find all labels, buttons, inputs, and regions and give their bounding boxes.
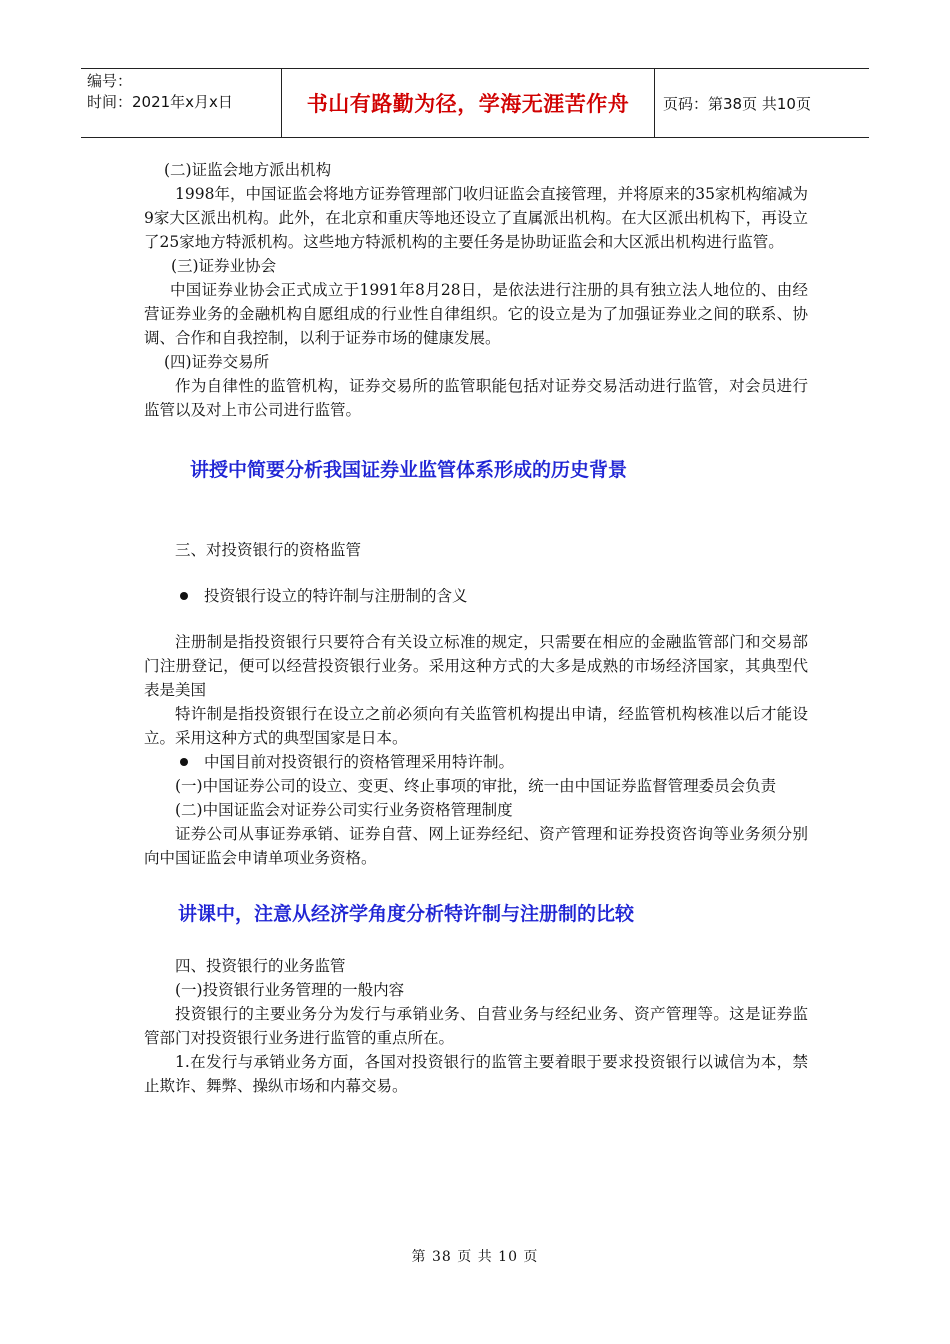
teaching-note: 讲授中简要分析我国证券业监管体系形成的历史背景 — [190, 459, 628, 481]
paragraph: 证券公司从事证券承销、证券自营、网上证券经纪、资产管理和证券投资咨询等业务须分别向中国证监会申请单项业务资格。 — [144, 825, 808, 867]
number-label: 编号： — [87, 72, 133, 90]
bullet-icon — [180, 592, 188, 600]
paragraph: 作为自律性的监管机构，证券交易所的监管职能包括对证券交易活动进行监管，对会员进行监管以及对上市公司进行监管。 — [144, 377, 808, 419]
bullet-text: 投资银行设立的特许制与注册制的含义 — [204, 587, 468, 605]
section-title: (三)证券业协会 — [171, 257, 277, 275]
date-label: 时间：2021年x月x日 — [87, 93, 233, 111]
page-header — [81, 68, 869, 138]
paragraph: 1.在发行与承销业务方面，各国对投资银行的监管主要着眼于要求投资银行以诚信为本，禁止欺诈、舞弊、操纵市场和内幕交易。 — [144, 1053, 808, 1095]
paragraph: (二)中国证监会对证券公司实行业务资格管理制度 — [175, 801, 513, 819]
motto-text: 书山有路勤为径，学海无涯苦作舟 — [306, 92, 630, 116]
paragraph: 中国证券业协会正式成立于1991年8月28日，是依法进行注册的具有独立法人地位的、由经营证券业务的金融机构自愿组成的行业性自律组织。它的设立是为了加强证券业之间的联系、协调、合作和自我控制，以利于证券市场的健康发展。 — [144, 281, 808, 347]
document-body — [144, 158, 808, 1098]
paragraph: 投资银行的主要业务分为发行与承销业务、自营业务与经纪业务、资产管理等。这是证券监管部门对投资银行业务进行监管的重点所在。 — [144, 1005, 808, 1047]
page-footer: 第 38 页 共 10 页 — [411, 1249, 539, 1265]
section-heading: 三、对投资银行的资格监管 — [175, 541, 362, 559]
paragraph: 1998年，中国证监会将地方证券管理部门收归证监会直接管理，并将原来的35家机构缩减为9家大区派出机构。此外，在北京和重庆等地还设立了直属派出机构。在大区派出机构下，再设立了25家地方特派机构。这些地方特派机构的主要任务是协助证监会和大区派出机构进行监管。 — [144, 185, 808, 251]
bullet-text: 中国目前对投资银行的资格管理采用特许制。 — [204, 753, 515, 771]
bullet-icon — [180, 758, 188, 766]
bullet-item — [144, 584, 808, 608]
header-motto-cell — [281, 69, 655, 137]
subsection-title: (一)投资银行业务管理的一般内容 — [175, 981, 405, 999]
paragraph: (一)中国证券公司的设立、变更、终止事项的审批，统一由中国证券监督管理委员会负责 — [175, 777, 777, 795]
teaching-note: 讲课中，注意从经济学角度分析特许制与注册制的比较 — [178, 903, 635, 925]
paragraph: 注册制是指投资银行只要符合有关设立标准的规定，只需要在相应的金融监管部门和交易部门注册登记，便可以经营投资银行业务。采用这种方式的大多是成熟的市场经济国家，其典型代表是美国 — [144, 633, 808, 699]
section-title: (二)证监会地方派出机构 — [164, 161, 332, 179]
header-meta — [81, 69, 281, 137]
section-title: (四)证券交易所 — [164, 353, 270, 371]
paragraph: 特许制是指投资银行在设立之前必须向有关监管机构提出申请，经监管机构核准以后才能设立。采用这种方式的典型国家是日本。 — [144, 705, 808, 747]
section-heading: 四、投资银行的业务监管 — [175, 957, 346, 975]
page-code: 页码：第38页 共10页 — [663, 94, 811, 113]
bullet-item — [144, 750, 808, 774]
